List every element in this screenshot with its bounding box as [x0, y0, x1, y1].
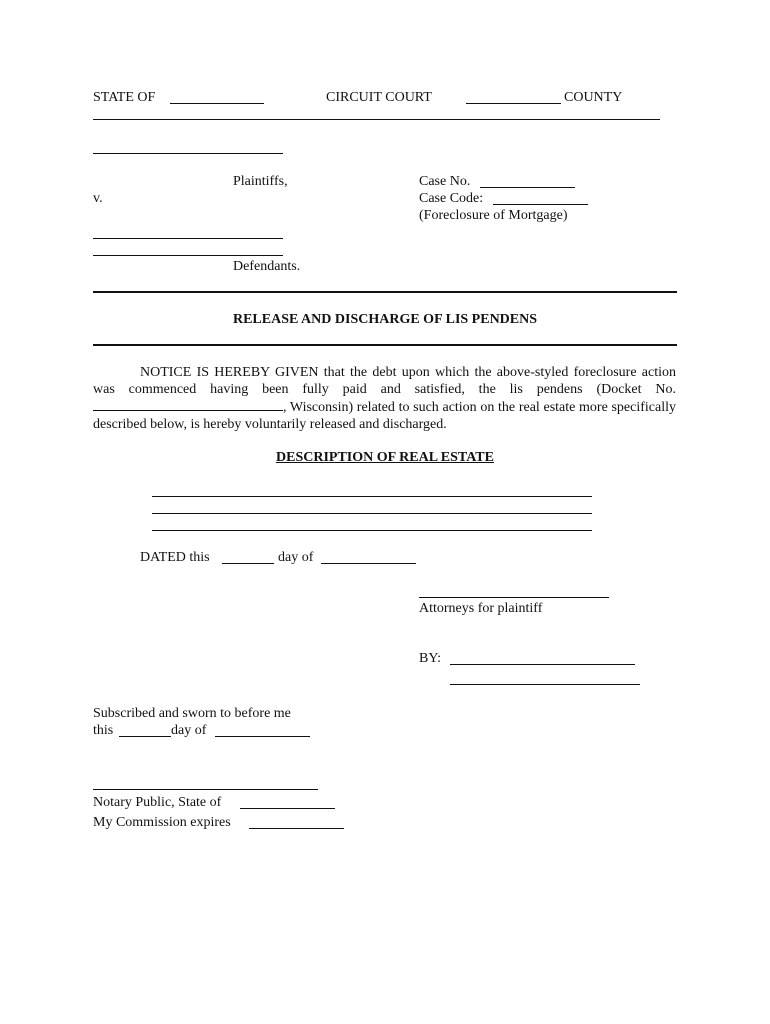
- jurat-month-blank[interactable]: [215, 736, 310, 737]
- notary-signature-blank[interactable]: [93, 789, 318, 790]
- case-type: (Foreclosure of Mortgage): [419, 208, 568, 223]
- notary-state-label: Notary Public, State of: [93, 795, 222, 810]
- state-blank[interactable]: [170, 103, 264, 104]
- dated-day-blank[interactable]: [222, 563, 274, 564]
- jurat-this: this: [93, 723, 114, 738]
- plaintiff-name-blank[interactable]: [93, 153, 283, 154]
- title-rule-bottom: [93, 344, 677, 346]
- plaintiffs-label: Plaintiffs,: [233, 174, 288, 189]
- title-rule-top: [93, 291, 677, 293]
- attorneys-label: Attorneys for plaintiff: [419, 601, 543, 616]
- jurat-day-of: day of: [171, 723, 207, 738]
- defendant-name-blank-2[interactable]: [93, 255, 283, 256]
- notice-paragraph: [93, 364, 676, 433]
- docket-no-blank[interactable]: [93, 398, 283, 411]
- notary-state-blank[interactable]: [240, 808, 335, 809]
- jurat-day-blank[interactable]: [119, 736, 171, 737]
- defendants-label: Defendants.: [233, 259, 301, 274]
- description-line-2[interactable]: [152, 513, 592, 514]
- court-label: CIRCUIT COURT: [326, 90, 432, 105]
- county-blank[interactable]: [466, 103, 561, 104]
- dated-month-blank[interactable]: [321, 563, 416, 564]
- dated-prefix: DATED this: [140, 550, 210, 565]
- state-label: STATE OF: [93, 90, 156, 105]
- jurat-line-1: Subscribed and sworn to before me: [93, 706, 291, 721]
- by-label: BY:: [419, 651, 442, 666]
- defendant-name-blank-1[interactable]: [93, 238, 283, 239]
- header-divider: [93, 119, 660, 120]
- attorney-signature-blank[interactable]: [419, 597, 609, 598]
- notice-text-part1: NOTICE IS HEREBY GIVEN that the debt upon which the above-styled foreclosure action was commenced having been fully paid and satisfied, the lis pendens (Docket No.: [93, 365, 676, 397]
- description-line-3[interactable]: [152, 530, 592, 531]
- case-no-label: Case No.: [419, 174, 471, 189]
- commission-expires-blank[interactable]: [249, 828, 344, 829]
- versus-label: v.: [93, 191, 103, 206]
- county-label: COUNTY: [564, 90, 623, 105]
- by-signature-blank[interactable]: [450, 664, 635, 665]
- case-code-blank[interactable]: [493, 204, 588, 205]
- document-title: RELEASE AND DISCHARGE OF LIS PENDENS: [232, 312, 538, 327]
- case-code-label: Case Code:: [419, 191, 484, 206]
- dated-day-of: day of: [278, 550, 314, 565]
- commission-label: My Commission expires: [93, 815, 231, 830]
- description-line-1[interactable]: [152, 496, 592, 497]
- description-heading: DESCRIPTION OF REAL ESTATE: [276, 450, 494, 465]
- by-name-blank[interactable]: [450, 684, 640, 685]
- notice-text-part2: , Wisconsin) related to such action on the real estate more specifically described below, is hereby voluntarily released and discharged.: [93, 400, 676, 432]
- case-no-blank[interactable]: [480, 187, 575, 188]
